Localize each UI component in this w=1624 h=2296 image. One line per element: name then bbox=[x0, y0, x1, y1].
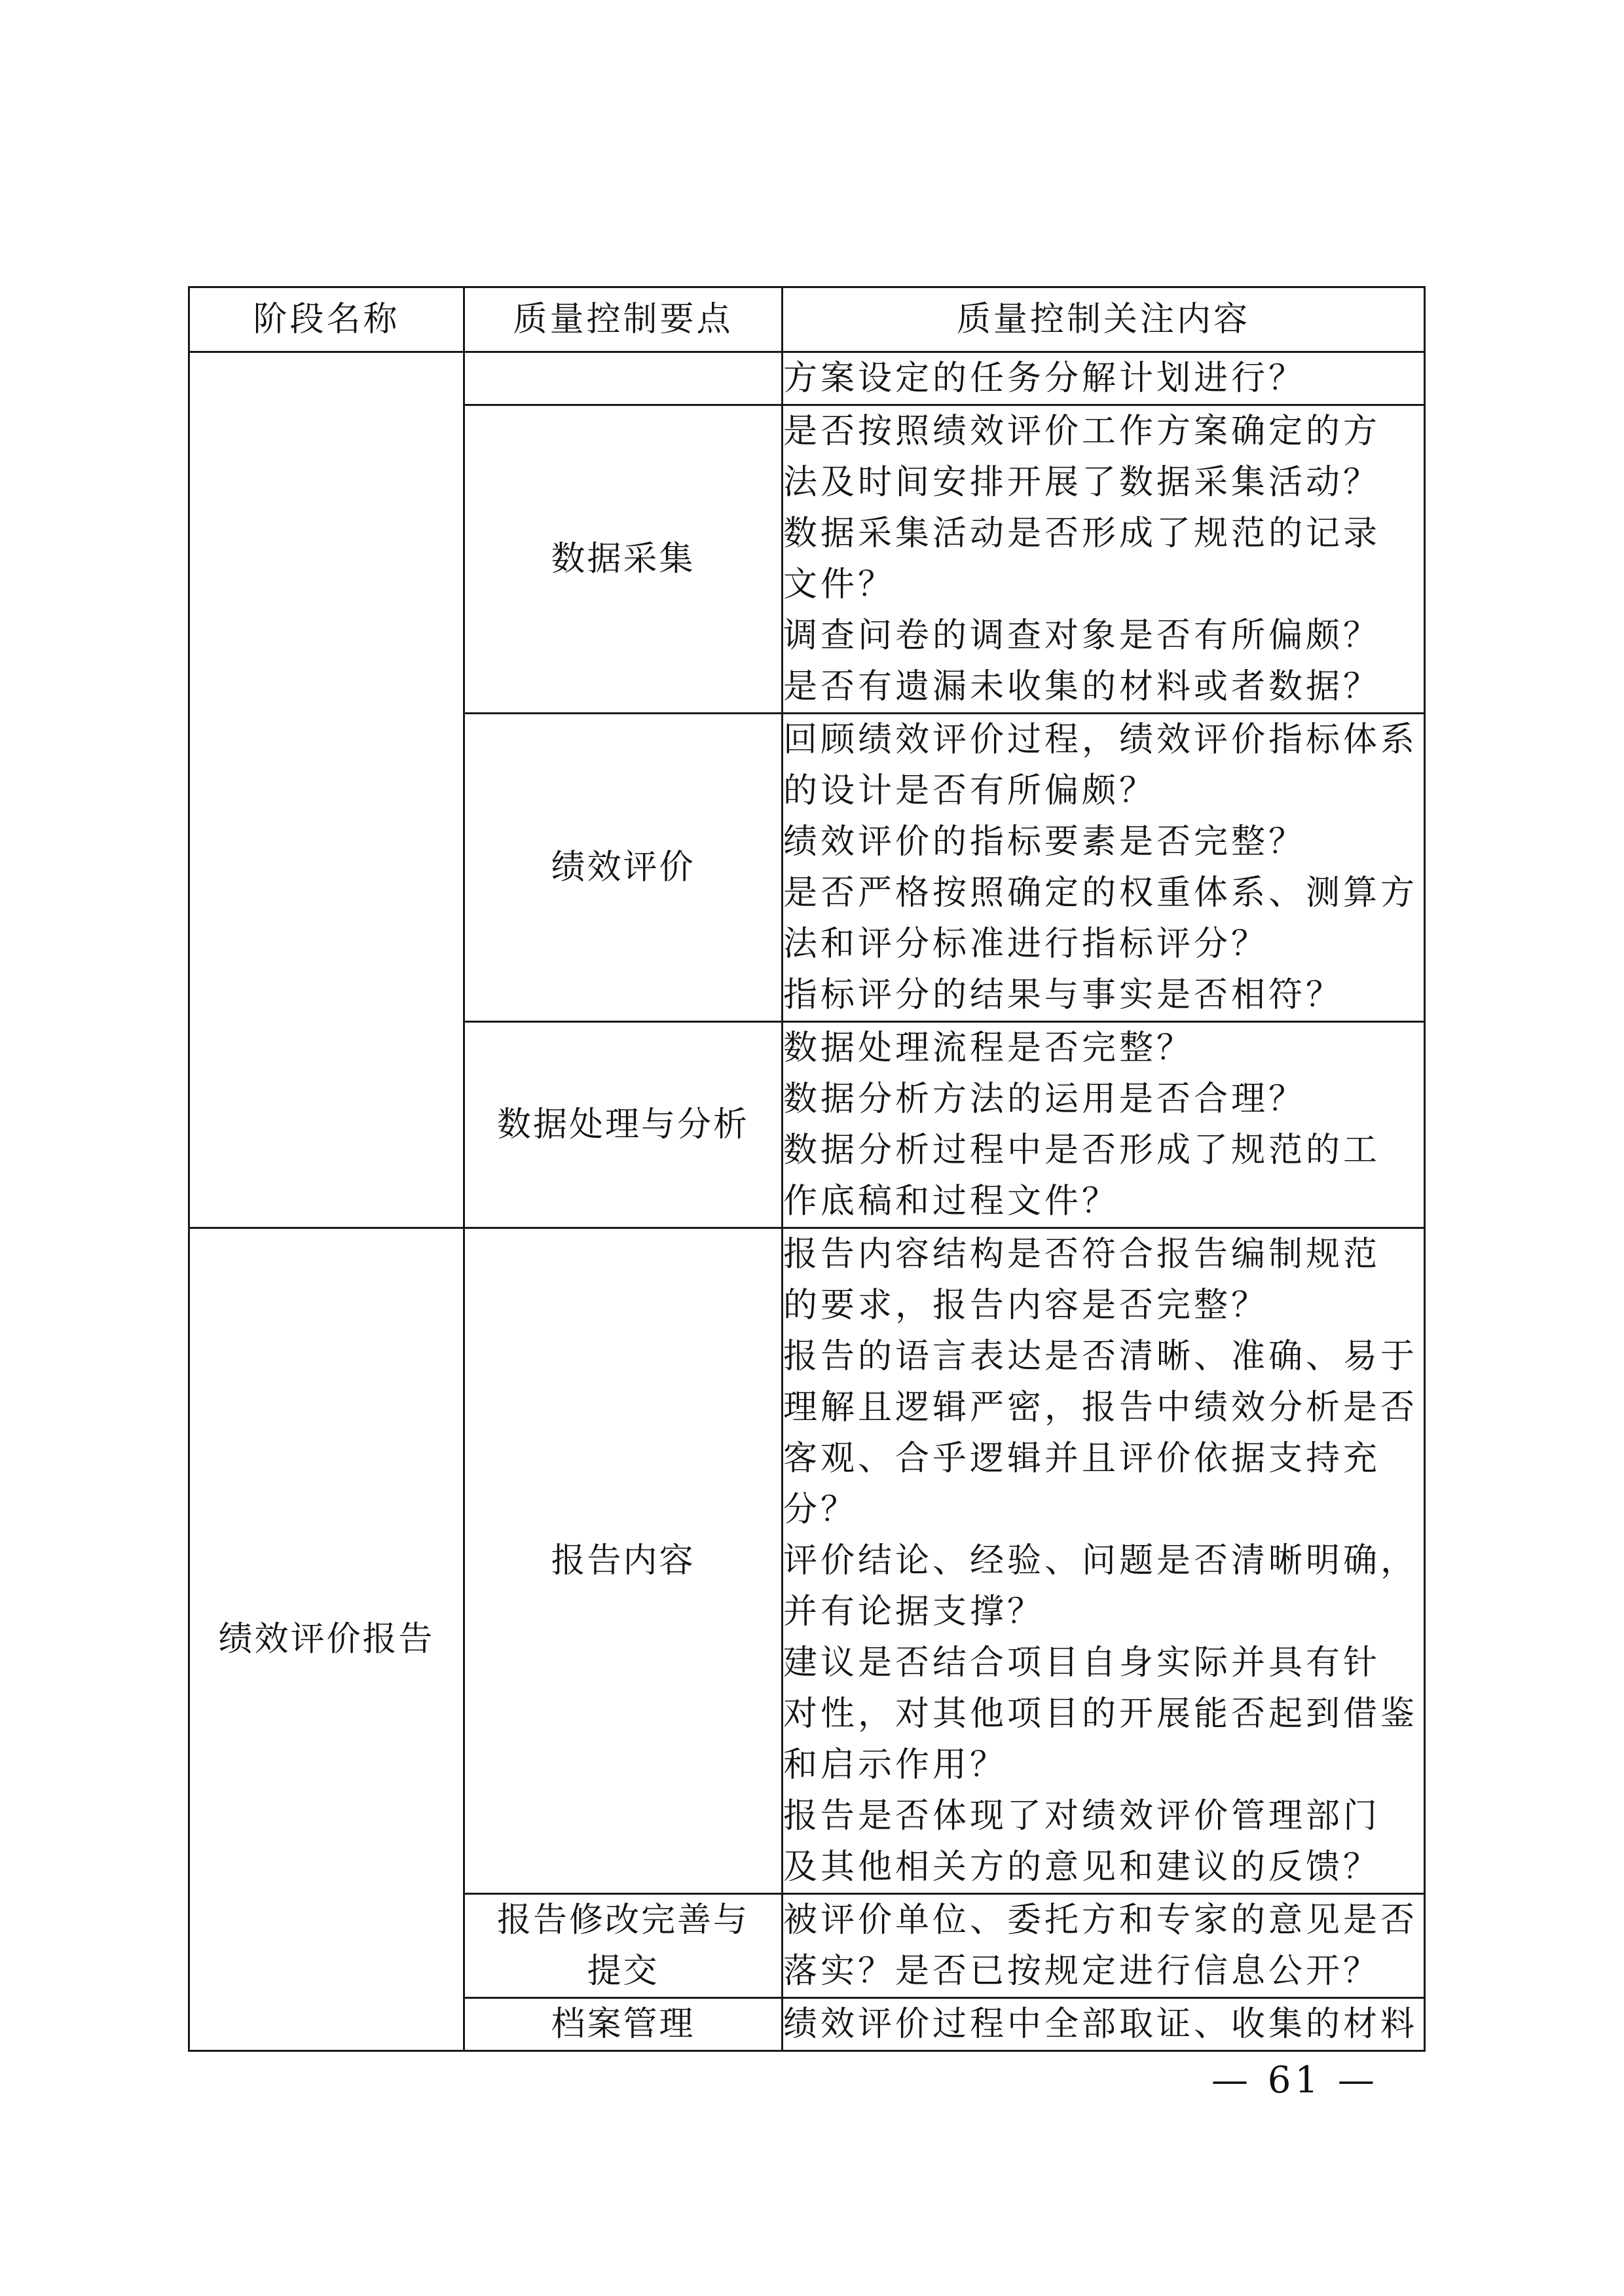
content-line: 数据分析过程中是否形成了规范的工 bbox=[783, 1131, 1381, 1170]
content-line: 的要求，报告内容是否完整？ bbox=[783, 1286, 1269, 1325]
content-line: 数据采集活动是否形成了规范的记录 bbox=[783, 514, 1381, 553]
stage-cell-continued bbox=[189, 352, 464, 1228]
content-line: 理解且逻辑严密，报告中绩效分析是否 bbox=[783, 1388, 1418, 1427]
header-control-content: 质量控制关注内容 bbox=[783, 287, 1425, 352]
content-line: 法和评分标准进行指标评分？ bbox=[783, 924, 1269, 964]
stage-cell-evaluation-report: 绩效评价报告 bbox=[189, 1228, 464, 2051]
table-row bbox=[189, 352, 1425, 405]
content-line: 绩效评价过程中全部取证、收集的材料 bbox=[783, 2005, 1418, 2044]
point-cell-archive-management: 档案管理 bbox=[464, 1998, 783, 2051]
content-line: 报告是否体现了对绩效评价管理部门 bbox=[783, 1796, 1381, 1836]
content-line: 文件？ bbox=[783, 565, 896, 604]
content-line: 及其他相关方的意见和建议的反馈？ bbox=[783, 1848, 1381, 1887]
content-cell bbox=[783, 1998, 1425, 2051]
content-cell bbox=[783, 405, 1425, 714]
content-cell bbox=[783, 714, 1425, 1022]
content-line: 回顾绩效评价过程，绩效评价指标体系 bbox=[783, 720, 1418, 759]
content-cell bbox=[783, 1228, 1425, 1894]
content-line: 数据处理流程是否完整？ bbox=[783, 1029, 1194, 1068]
point-cell-data-collection: 数据采集 bbox=[464, 405, 783, 714]
point-line: 报告修改完善与 bbox=[496, 1901, 749, 1940]
content-line: 方案设定的任务分解计划进行？ bbox=[783, 359, 1306, 398]
point-cell-report-revision bbox=[464, 1894, 783, 1998]
content-line: 落实？是否已按规定进行信息公开？ bbox=[783, 1952, 1381, 1991]
content-line: 数据分析方法的运用是否合理？ bbox=[783, 1080, 1306, 1119]
table-header-row bbox=[189, 287, 1425, 352]
point-cell-report-content: 报告内容 bbox=[464, 1228, 783, 1894]
content-line: 报告的语言表达是否清晰、准确、易于 bbox=[783, 1337, 1418, 1376]
content-line: 并有论据支撑？ bbox=[783, 1592, 1045, 1631]
content-line: 对性，对其他项目的开展能否起到借鉴 bbox=[783, 1694, 1418, 1734]
content-line: 是否按照绩效评价工作方案确定的方 bbox=[783, 412, 1381, 451]
content-line: 被评价单位、委托方和专家的意见是否 bbox=[783, 1901, 1418, 1940]
content-line: 客观、合乎逻辑并且评价依据支持充 bbox=[783, 1439, 1381, 1478]
content-line: 是否有遗漏未收集的材料或者数据？ bbox=[783, 667, 1381, 706]
table-row bbox=[189, 1228, 1425, 1894]
point-cell-empty bbox=[464, 352, 783, 405]
content-line: 分？ bbox=[783, 1490, 858, 1529]
quality-control-table bbox=[188, 286, 1426, 2052]
content-cell bbox=[783, 1022, 1425, 1228]
content-line: 法及时间安排开展了数据采集活动？ bbox=[783, 463, 1381, 502]
content-line: 绩效评价的指标要素是否完整？ bbox=[783, 822, 1306, 862]
content-line: 评价结论、经验、问题是否清晰明确， bbox=[783, 1541, 1418, 1580]
content-line: 的设计是否有所偏颇？ bbox=[783, 771, 1157, 811]
content-cell bbox=[783, 352, 1425, 405]
content-line: 指标评分的结果与事实是否相符？ bbox=[783, 975, 1344, 1015]
content-line: 建议是否结合项目自身实际并具有针 bbox=[783, 1643, 1381, 1683]
page-number: — 61 — bbox=[1211, 2059, 1378, 2102]
content-line: 是否严格按照确定的权重体系、测算方 bbox=[783, 873, 1418, 913]
header-control-point: 质量控制要点 bbox=[464, 287, 783, 352]
content-line: 和启示作用？ bbox=[783, 1745, 1008, 1785]
point-cell-data-processing: 数据处理与分析 bbox=[464, 1022, 783, 1228]
point-cell-performance-evaluation: 绩效评价 bbox=[464, 714, 783, 1022]
content-line: 作底稿和过程文件？ bbox=[783, 1182, 1120, 1221]
content-line: 调查问卷的调查对象是否有所偏颇？ bbox=[783, 616, 1381, 655]
content-cell bbox=[783, 1894, 1425, 1998]
header-stage-name: 阶段名称 bbox=[189, 287, 464, 352]
content-line: 报告内容结构是否符合报告编制规范 bbox=[783, 1235, 1381, 1274]
point-line: 提交 bbox=[587, 1952, 659, 1991]
